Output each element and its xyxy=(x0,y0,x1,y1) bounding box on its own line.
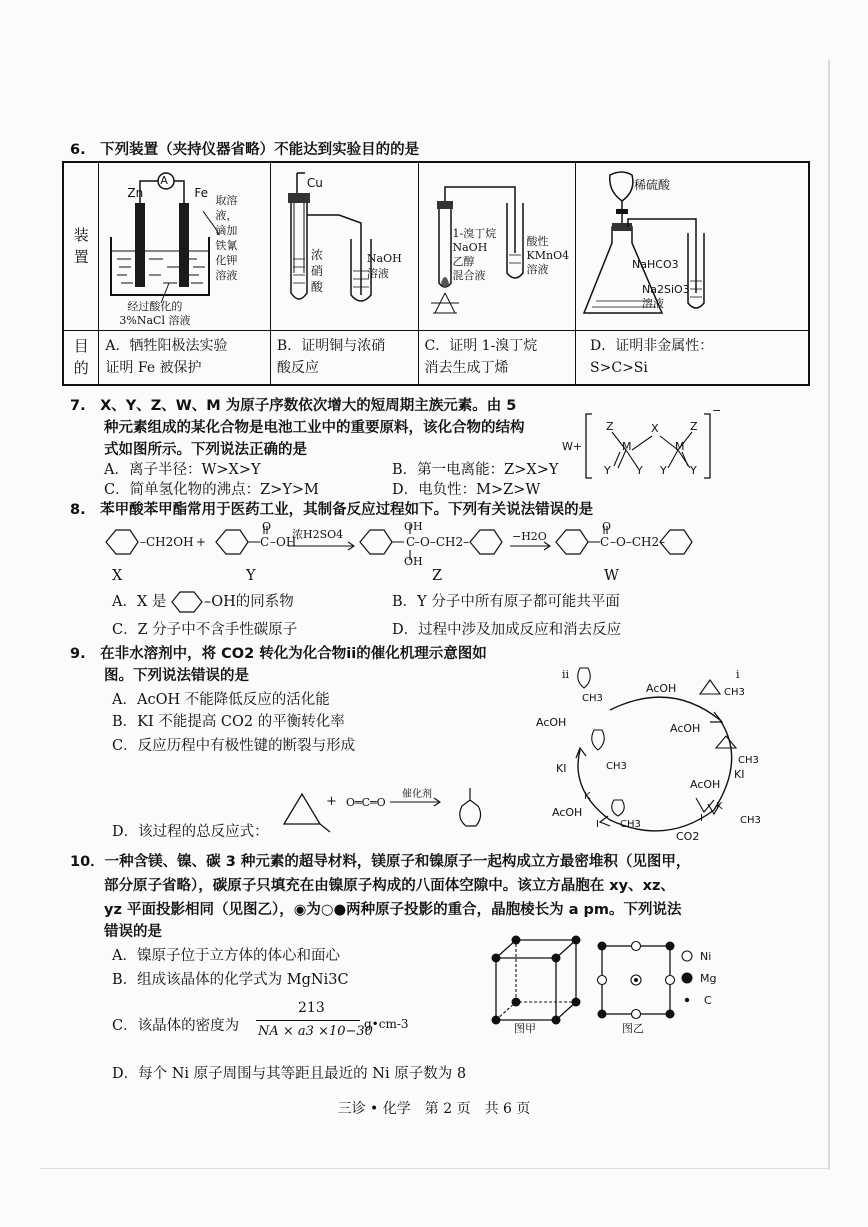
label-na2sio3: Na2SiO3 溶液 xyxy=(642,283,690,310)
label-kmno4: 酸性 KMnO4 溶液 xyxy=(526,235,570,276)
q9-cycle-ki-right: KI xyxy=(734,768,745,781)
q8-cond1: 浓H2SO4 xyxy=(292,528,344,541)
page-edge-bottom xyxy=(40,1168,830,1169)
q7-atom-m2: M xyxy=(675,440,685,453)
q10-option-d: D．每个 Ni 原子周围与其等距且最近的 Ni 原子数为 8 xyxy=(112,1066,467,1082)
q9-cycle-acoh-lower-right: AcOH xyxy=(690,778,721,791)
copper-nitric-acid-diagram xyxy=(271,163,419,331)
q9-option-d: D．该过程的总反应式： xyxy=(112,824,269,840)
q10-option-c-pre: C．该晶体的密度为 xyxy=(112,1018,240,1034)
q9-line2: 图。下列说法错误的是 xyxy=(104,668,249,684)
q7-atom-z2: Z xyxy=(690,420,698,433)
q9-cycle-k-right: K xyxy=(716,801,723,812)
q8-z-o-ch2: –O–CH2– xyxy=(414,535,470,549)
apparatus-c xyxy=(418,162,576,330)
page-footer: 三诊 • 化学 第 2 页 共 6 页 xyxy=(337,1101,531,1117)
q9-cycle-acoh-right: AcOH xyxy=(670,722,701,735)
q8-ch2oh: –CH2OH xyxy=(140,535,194,549)
q7-line3: 式如图所示。下列说法正确的是 xyxy=(104,442,307,458)
q9-option-b: B．KI 不能提高 CO2 的平衡转化率 xyxy=(112,714,345,730)
q7-atom-y1: Y xyxy=(604,464,611,477)
q10-density-unit: g•cm-3 xyxy=(364,1017,409,1031)
q9-cycle-acoh-left: AcOH xyxy=(536,716,567,729)
label-solution-1: 经过酸化的 xyxy=(127,300,183,313)
row-label-goal: 目 的 xyxy=(63,330,99,385)
q8-plus: + xyxy=(196,535,207,549)
fraction-bar xyxy=(256,1020,360,1021)
q8-z-oh-top: OH xyxy=(404,520,423,533)
q7-w-cation: W+ xyxy=(562,440,583,453)
q8-stem: 8. 苯甲酸苯甲酯常用于医药工业，其制备反应过程如下。下列有关说法错误的是 xyxy=(70,502,594,518)
apparatus-b xyxy=(270,162,418,330)
q7-atom-y3: Y xyxy=(660,464,667,477)
q10-line2: 部分原子省略），碳原子只填充在由镍原子构成的八面体空隙中。该立方晶胞在 xy、xz、 xyxy=(104,878,675,894)
q8-cond2: −H2O xyxy=(512,530,547,543)
q9-cycle-ki-left: KI xyxy=(556,762,567,775)
q8-y-oh: –OH xyxy=(270,535,297,549)
q8-z-oh-bottom: OH xyxy=(404,555,423,568)
q7-atom-z1: Z xyxy=(606,420,614,433)
q8-option-c: C．Z 分子中不含手性碳原子 xyxy=(112,622,298,638)
q6-stem: 6. 下列装置（夹持仪器省略）不能达到实验目的的是 xyxy=(70,142,420,158)
q9-cycle-ch3-bottom-right: CH3 xyxy=(740,815,761,826)
row-label-device: 装 置 xyxy=(63,162,99,330)
q9-cycle-i: i xyxy=(736,668,740,681)
q9-cycle-ch3-bottom: CH3 xyxy=(620,819,641,830)
q8-option-a-pre: A．X 是 xyxy=(112,594,167,610)
q8-label-y: Y xyxy=(246,568,256,584)
q10-line1: 10．一种含镁、镍、碳 3 种元素的超导材料，镁原子和镍原子一起构成立方最密堆积（见图甲， xyxy=(70,854,691,870)
legend-c: C xyxy=(704,994,712,1007)
q8-w-o-ch2: –O–CH2– xyxy=(610,535,666,549)
acidity-comparison-diagram xyxy=(576,163,810,331)
apparatus-d xyxy=(576,162,809,330)
q7-atom-m1: M xyxy=(622,440,632,453)
legend-mg: Mg xyxy=(700,972,717,985)
q9-cycle-ch3-mid: CH3 xyxy=(606,761,627,772)
q8-label-x: X xyxy=(112,568,123,584)
goal-c: C．证明 1-溴丁烷 消去生成丁烯 xyxy=(418,330,576,385)
q7-line2: 种元素组成的某化合物是电池工业中的重要原料，该化合物的结构 xyxy=(104,420,525,436)
page-edge xyxy=(828,60,830,1170)
q8-option-b: B．Y 分子中所有原子都可能共平面 xyxy=(392,594,620,610)
ammeter-label: A xyxy=(160,174,168,187)
q8-option-d: D．过程中涉及加成反应和消去反应 xyxy=(392,622,622,638)
label-fe: Fe xyxy=(194,186,209,200)
q7-line1: 7. X、Y、Z、W、M 为原子序数依次增大的短周期主族元素。由 5 xyxy=(70,398,517,414)
fig-jia-caption: 图甲 xyxy=(514,1022,536,1035)
apparatus-a xyxy=(99,162,271,330)
crystal-cell-jia xyxy=(490,934,586,1030)
q9-catalyst: 催化剂 xyxy=(402,789,432,800)
q9-cycle-i-atom-right: I xyxy=(700,813,703,824)
label-reaction-mixture: 1-溴丁烷 NaOH 乙醇 混合液 xyxy=(452,227,497,282)
q10-option-b: B．组成该晶体的化学式为 MgNi3C xyxy=(112,972,349,988)
label-cu: Cu xyxy=(306,176,323,190)
q8-z-c: C xyxy=(406,535,416,549)
q8-y-c: C xyxy=(260,535,270,549)
legend-markers xyxy=(680,948,696,1012)
q9-cycle-ii: ii xyxy=(562,668,570,681)
q7-structure-formula xyxy=(572,410,722,482)
q9-cycle-co2: CO2 xyxy=(676,830,700,843)
label-zn: Zn xyxy=(127,186,144,200)
label-side-note: 取溶 液， 滴加 铁氰 化钾 溶液 xyxy=(215,194,238,282)
label-conc-nitric: 浓 硝 酸 xyxy=(310,248,323,294)
q9-co2-formula: O═C═O xyxy=(346,796,386,809)
q8-w-c: C xyxy=(600,535,610,549)
q10-option-a: A．镍原子位于立方体的体心和面心 xyxy=(112,948,340,964)
label-solution-2: 3%NaCl 溶液 xyxy=(119,314,191,327)
legend-ni: Ni xyxy=(700,950,712,963)
q7-atom-y2: Y xyxy=(636,464,643,477)
q9-plus: + xyxy=(326,794,337,809)
q10-density-denominator: NA × a3 ×10−30 xyxy=(258,1024,373,1039)
q9-cycle-ch3-i: CH3 xyxy=(724,687,745,698)
q9-line1: 9. 在非水溶剂中，将 CO2 转化为化合物ii的催化机理示意图如 xyxy=(70,646,487,662)
q9-option-a: A．AcOH 不能降低反应的活化能 xyxy=(112,692,330,708)
q8-label-w: W xyxy=(604,568,619,584)
q9-cycle-i-atom-left: I xyxy=(596,819,599,830)
q7-atom-y4: Y xyxy=(690,464,697,477)
q9-cycle-ch3-right: CH3 xyxy=(738,755,759,766)
q8-label-z: Z xyxy=(432,568,443,584)
q7-option-a: A．离子半径：W>X>Y xyxy=(104,462,261,478)
crystal-projection-yi xyxy=(596,940,676,1020)
q9-cycle-acoh-lower-left: AcOH xyxy=(552,806,583,819)
q7-option-b: B．第一电离能：Z>X>Y xyxy=(392,462,559,478)
label-dilute-h2so4: 稀硫酸 xyxy=(634,178,671,192)
q9-option-c: C．反应历程中有极性键的断裂与形成 xyxy=(112,738,356,754)
q10-line4: 错误的是 xyxy=(104,924,162,940)
q7-charge: − xyxy=(712,404,722,417)
q9-cycle-k-left: K xyxy=(584,791,591,802)
q7-option-c: C．简单氢化物的沸点：Z>Y>M xyxy=(104,482,319,498)
electrolysis-cell-diagram xyxy=(99,163,271,331)
q9-cycle-acoh-top: AcOH xyxy=(646,682,677,695)
goal-d: D．证明非金属性： S>C>Si xyxy=(576,330,809,385)
goal-a: A．牺牲阳极法实验 证明 Fe 被保护 xyxy=(99,330,271,385)
q9-cycle-ch3-ii: CH3 xyxy=(582,693,603,704)
q7-atom-x: X xyxy=(651,422,659,435)
fig-yi-caption: 图乙 xyxy=(622,1022,644,1035)
q7-option-d: D．电负性：M>Z>W xyxy=(392,482,541,498)
q8-option-a-post: –OH的同系物 xyxy=(204,594,294,610)
label-nahco3: NaHCO3 xyxy=(632,258,679,271)
q6-table xyxy=(62,161,810,386)
goal-b: B．证明铜与浓硝 酸反应 xyxy=(270,330,418,385)
q10-density-numerator: 213 xyxy=(298,1000,325,1016)
q8-w-o: O xyxy=(602,520,612,533)
label-naoh: NaOH 溶液 xyxy=(366,252,402,280)
q8-y-o: O xyxy=(262,520,272,533)
q10-line3: yz 平面投影相同（见图乙），◉为○●两种原子投影的重合，晶胞棱长为 a pm。下列说法 xyxy=(104,902,682,918)
